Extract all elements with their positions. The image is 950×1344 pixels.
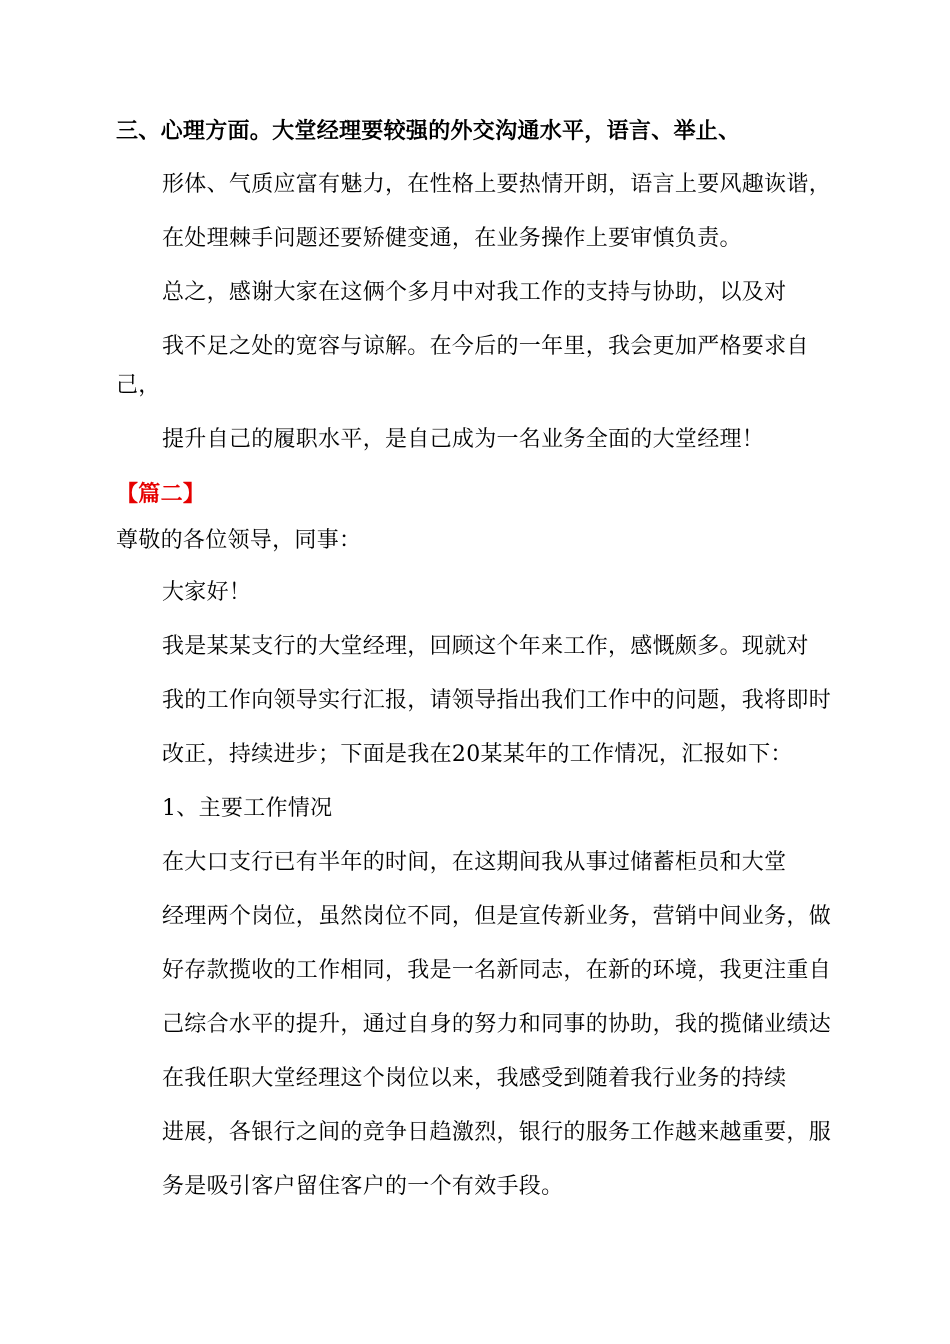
text-line: 改正，持续进步；下面是我在20某某年的工作情况，汇报如下： (162, 742, 793, 767)
text-line: 总之，感谢大家在这俩个多月中对我工作的支持与协助，以及对 (162, 280, 787, 305)
text-line: 务是吸引客户留住客户的一个有效手段。 (162, 1174, 564, 1199)
greeting: 大家好！ (162, 580, 252, 605)
text-line: 经理两个岗位，虽然岗位不同，但是宣传新业务，营销中间业务，做 (162, 904, 832, 929)
text-line: 在大口支行已有半年的时间，在这期间我从事过储蓄柜员和大堂 (162, 850, 787, 875)
text-line: 在我任职大堂经理这个岗位以来，我感受到随着我行业务的持续 (162, 1066, 787, 1091)
text-line: 我不足之处的宽容与谅解。在今后的一年里，我会更加严格要求自 (162, 334, 809, 359)
text-line: 好存款揽收的工作相同，我是一名新同志，在新的环境，我更注重自 (162, 958, 832, 983)
text-line: 三、心理方面。大堂经理要较强的外交沟通水平，语言、举止、 (116, 118, 741, 144)
salutation: 尊敬的各位领导，同事： (116, 528, 362, 553)
text-line: 在处理棘手问题还要矫健变通，在业务操作上要审慎负责。 (162, 226, 742, 251)
text-line: 我的工作向领导实行汇报，请领导指出我们工作中的问题，我将即时 (162, 688, 832, 713)
text-line: 进展，各银行之间的竞争日趋激烈，银行的服务工作越来越重要，服 (162, 1120, 832, 1145)
subheading: 1、主要工作情况 (162, 796, 333, 821)
text-line: 己综合水平的提升，通过自身的努力和同事的协助，我的揽储业绩达 (162, 1012, 832, 1037)
text-line: 己， (116, 373, 161, 398)
text-line: 提升自己的履职水平，是自己成为一名业务全面的大堂经理！ (162, 427, 765, 452)
section-heading: 【篇二】 (116, 481, 206, 507)
text-line: 我是某某支行的大堂经理，回顾这个年来工作，感慨颇多。现就对 (162, 634, 809, 659)
text-line: 形体、气质应富有魅力，在性格上要热情开朗，语言上要风趣诙谐， (162, 172, 832, 197)
